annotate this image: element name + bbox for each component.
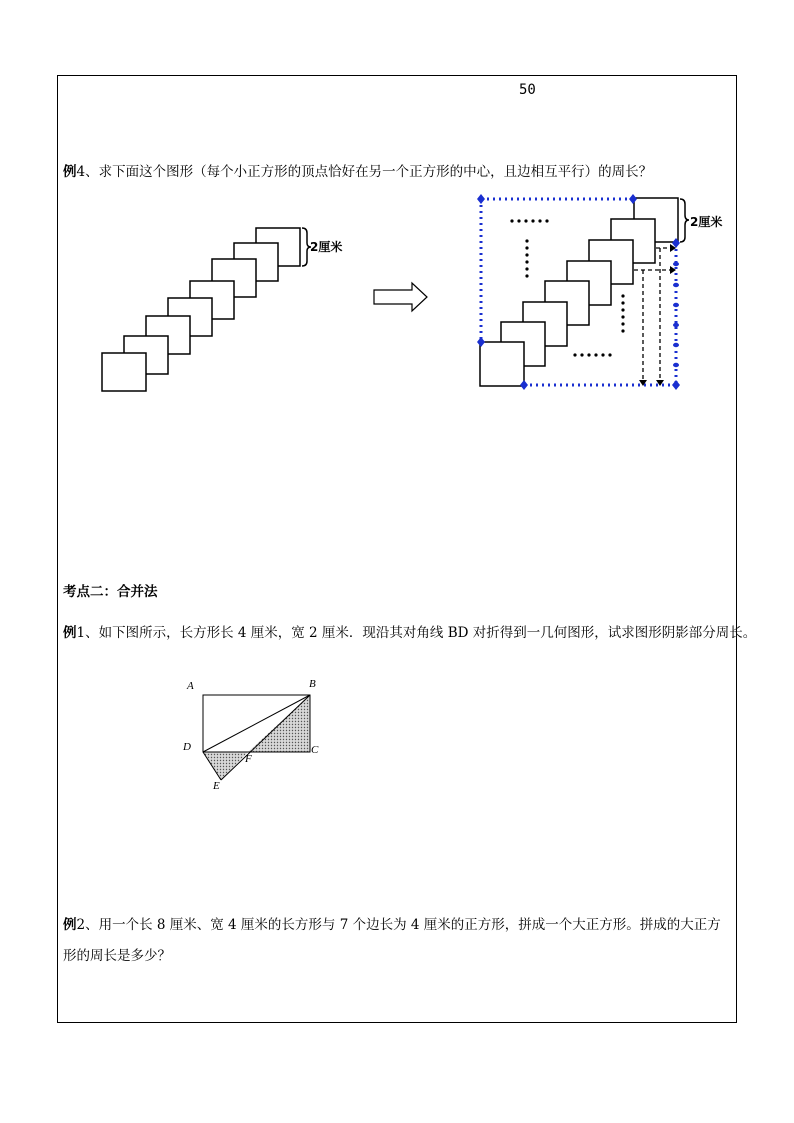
example2-question-line2: 形的周长是多少？ [63, 948, 171, 964]
example2-number: 2 [76, 917, 86, 933]
example1-label: 例 [63, 625, 77, 641]
example4-number: 4 [76, 164, 86, 180]
example2-text-line1: 、用一个长 8 厘米、宽 4 厘米的长方形与 7 个边长为 4 厘米的正方形，拼成一个大正方形。拼成的大正方 [85, 917, 721, 933]
point-label-f: F [245, 753, 252, 765]
point-label-b: B [309, 678, 316, 690]
point-label-e: E [213, 780, 220, 792]
point-label-a: A [187, 680, 194, 692]
point-label-c: C [311, 744, 319, 756]
example1-text: 、如下图所示，长方形长 4 厘米，宽 2 厘米．现沿其对角线 BD 对折得到一几何图形，试求图形阴影部分周长。 [85, 625, 757, 641]
example2-label: 例 [63, 917, 77, 933]
dimension-label-right: 2厘米 [690, 215, 723, 229]
dimension-label-left: 2厘米 [310, 240, 343, 254]
page-number: 50 [519, 82, 536, 98]
example2-question-line1 [63, 913, 721, 933]
example1-number: 1 [76, 625, 86, 641]
section-heading: 考点二：合并法 [63, 584, 158, 600]
example4-label: 例 [63, 164, 77, 180]
point-label-d: D [183, 741, 191, 753]
example4-text: 、求下面这个图形（每个小正方形的顶点恰好在另一个正方形的中心，且边相互平行）的周长？ [85, 164, 653, 180]
